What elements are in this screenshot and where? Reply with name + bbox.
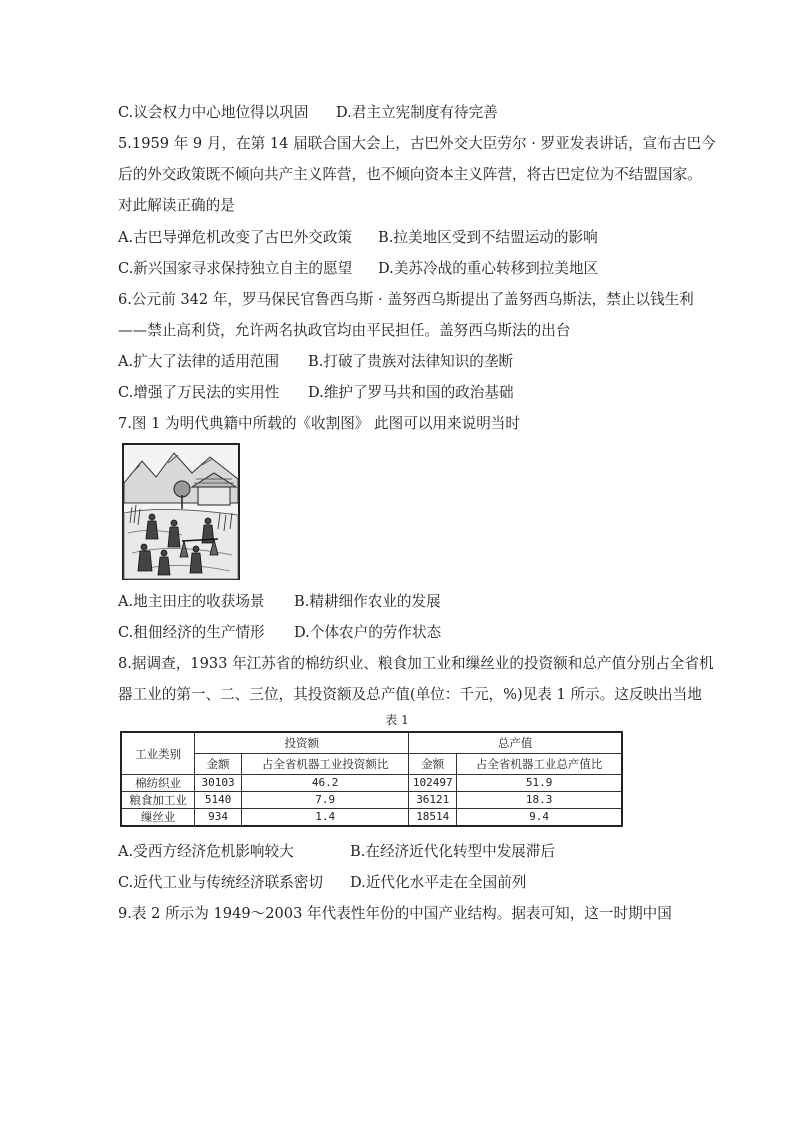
q5-stem-line-1: 5.1959 年 9 月，在第 14 届联合国大会上，古巴外交大臣劳尔 · 罗亚发表讲话，宣布古巴今 [118, 135, 716, 152]
q9-stem: 9.表 2 所示为 1949～2003 年代表性年份的中国产业结构。据表可知，这一时期中国 [118, 905, 672, 922]
q5-option-d: D.美苏冷战的重心转移到拉美地区 [378, 260, 599, 277]
q6-option-a: A.扩大了法律的适用范围 [118, 353, 280, 370]
q4-option-c: C.议会权力中心地位得以巩固 [118, 104, 309, 121]
table-cell-output-pct: 51.9 [457, 775, 622, 792]
q7-options-cd [118, 623, 442, 643]
q5-options-ab [118, 228, 598, 248]
table-cell-output: 18514 [409, 809, 457, 827]
table-1-caption: 表 1 [385, 713, 409, 727]
q6-option-c: C.增强了万民法的实用性 [118, 384, 280, 401]
table-cell-name: 粮食加工业 [121, 792, 195, 809]
q7-option-b: B.精耕细作农业的发展 [294, 593, 441, 610]
q4-option-d: D.君主立宪制度有待完善 [336, 104, 498, 121]
table-row [121, 792, 622, 809]
table-cell-name: 缫丝业 [121, 809, 195, 827]
table-cell-output-pct: 9.4 [457, 809, 622, 827]
table-cell-output: 102497 [409, 775, 457, 792]
q8-stem-line-1: 8.据调查，1933 年江苏省的棉纺织业、粮食加工业和缫丝业的投资额和总产值分别占全省机 [118, 655, 714, 672]
table-cell-output: 36121 [409, 792, 457, 809]
q5-stem-line-2: 后的外交政策既不倾向共产主义阵营，也不倾向资本主义阵营，将古巴定位为不结盟国家。 [118, 166, 702, 183]
table-header-output: 总产值 [409, 732, 622, 754]
table-cell-invest: 5140 [195, 792, 242, 809]
table-subheader-invest-amount: 金额 [195, 754, 242, 775]
q4-options [118, 103, 498, 123]
q6-options-cd [118, 383, 514, 403]
q8-option-a: A.受西方经济危机影响较大 [118, 843, 294, 860]
q7-option-d: D.个体农户的劳作状态 [294, 624, 442, 641]
table-subheader-output-amount: 金额 [409, 754, 457, 775]
q8-stem-line-2: 器工业的第一、二、三位，其投资额及总产值(单位：千元，%)见表 1 所示。这反映出当地 [118, 686, 702, 703]
table-cell-invest-pct: 1.4 [242, 809, 409, 827]
q5-stem-line-3: 对此解读正确的是 [118, 197, 235, 214]
q6-option-d: D.维护了罗马共和国的政治基础 [308, 384, 514, 401]
q6-stem-line-1: 6.公元前 342 年，罗马保民官鲁西乌斯 · 盖努西乌斯提出了盖努西乌斯法，禁止以钱生利 [118, 291, 694, 308]
table-cell-invest-pct: 7.9 [242, 792, 409, 809]
table-row [121, 775, 622, 792]
q7-stem: 7.图 1 为明代典籍中所载的《收割图》 此图可以用来说明当时 [118, 415, 520, 432]
table-subheader-invest-pct: 占全省机器工业投资额比 [242, 754, 409, 775]
q5-option-c: C.新兴国家寻求保持独立自主的愿望 [118, 260, 353, 277]
q8-options-ab [118, 842, 556, 862]
table-header-category: 工业类别 [121, 732, 195, 775]
table-cell-invest: 934 [195, 809, 242, 827]
q8-option-d: D.近代化水平走在全国前列 [350, 874, 527, 891]
table-cell-name: 棉纺织业 [121, 775, 195, 792]
harvest-illustration [122, 443, 240, 580]
q6-stem-line-2: ——禁止高利贷，允许两名执政官均由平民担任。盖努西乌斯法的出台 [118, 322, 571, 339]
table-cell-invest-pct: 46.2 [242, 775, 409, 792]
table-row [121, 809, 622, 827]
q6-option-b: B.打破了贵族对法律知识的垄断 [308, 353, 514, 370]
q7-options-ab [118, 592, 441, 612]
table-cell-invest: 30103 [195, 775, 242, 792]
q8-option-c: C.近代工业与传统经济联系密切 [118, 874, 324, 891]
q8-option-b: B.在经济近代化转型中发展滞后 [350, 843, 556, 860]
table-1 [120, 731, 623, 827]
q5-option-a: A.古巴导弹危机改变了古巴外交政策 [118, 229, 353, 246]
q7-option-c: C.租佃经济的生产情形 [118, 624, 265, 641]
q7-option-a: A.地主田庄的收获场景 [118, 593, 265, 610]
q8-options-cd [118, 873, 527, 893]
q5-options-cd [118, 259, 599, 279]
q6-options-ab [118, 352, 514, 372]
table-header-investment: 投资额 [195, 732, 409, 754]
q5-option-b: B.拉美地区受到不结盟运动的影响 [378, 229, 598, 246]
table-cell-output-pct: 18.3 [457, 792, 622, 809]
table-subheader-output-pct: 占全省机器工业总产值比 [457, 754, 622, 775]
